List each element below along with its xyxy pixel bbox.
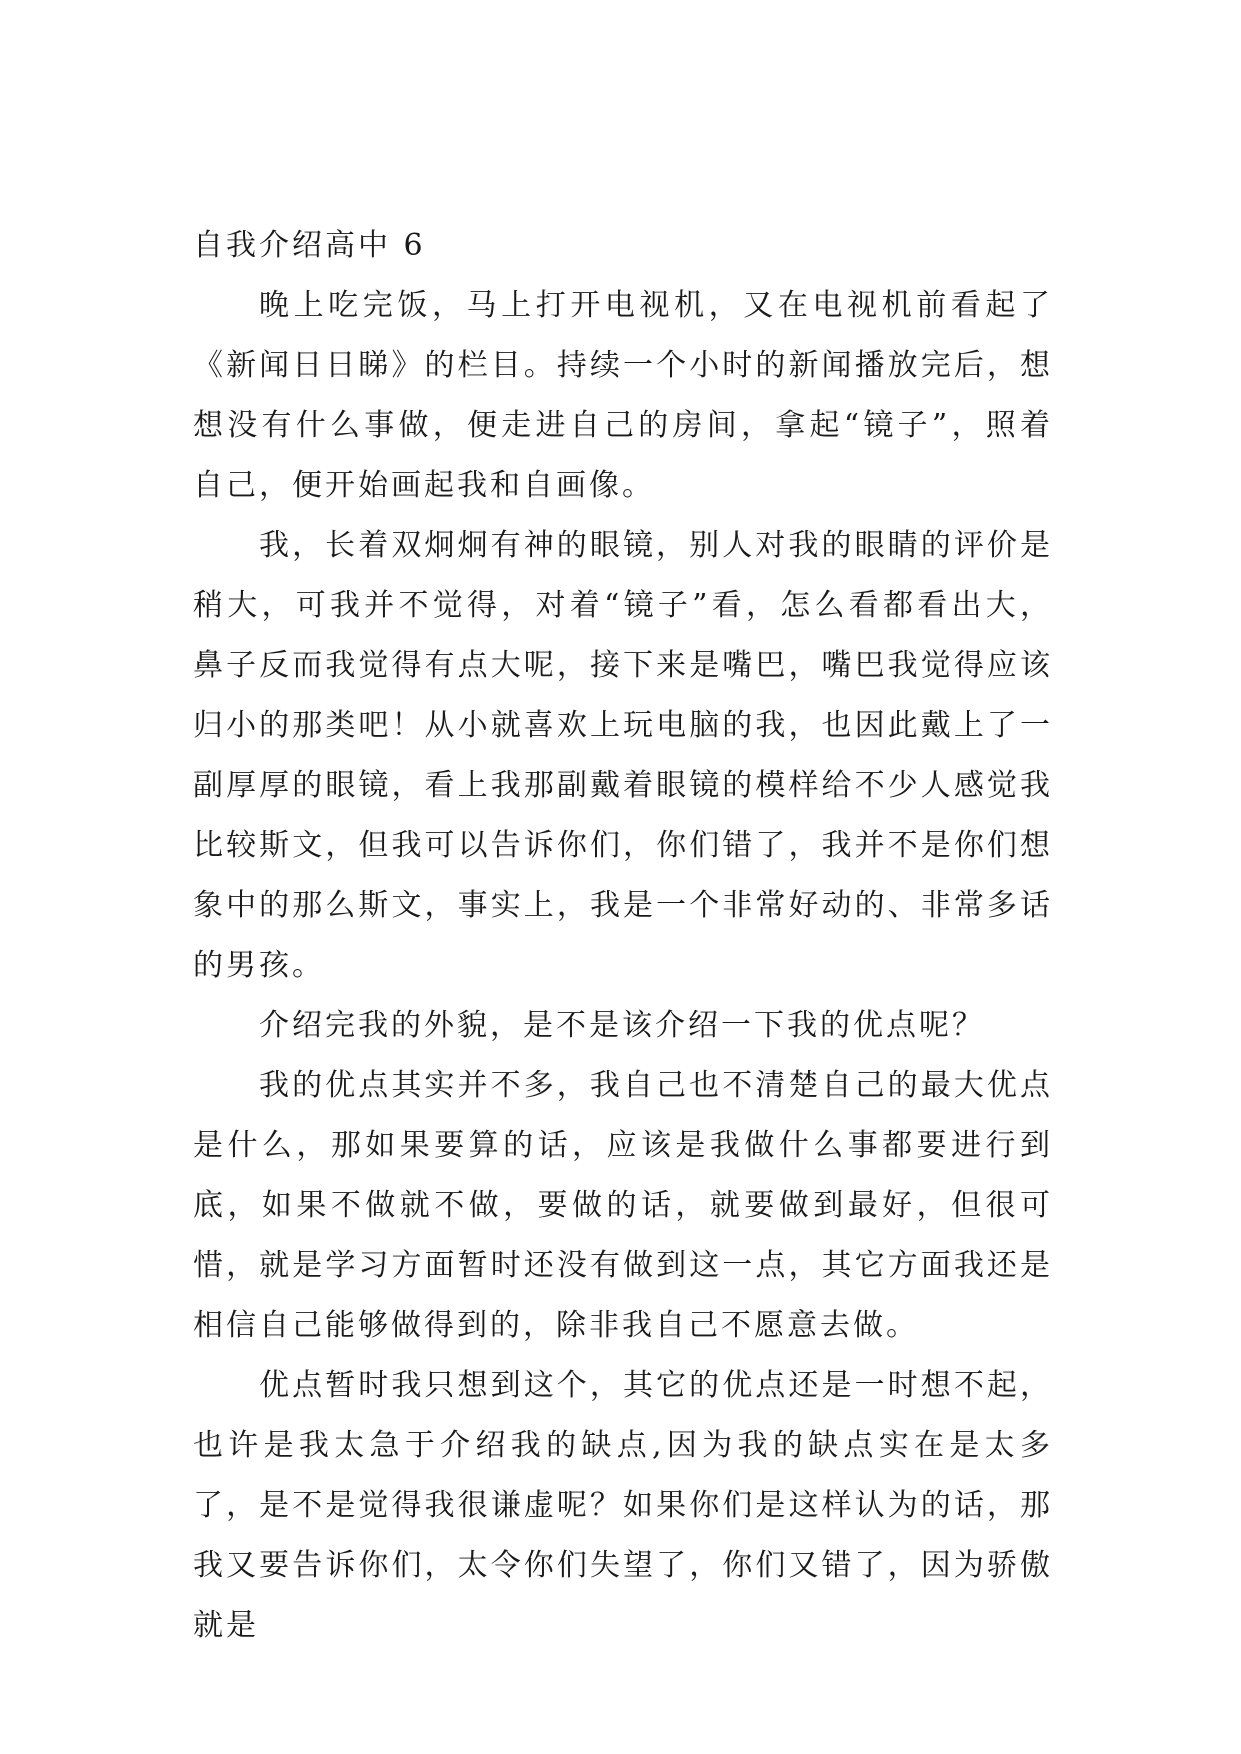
paragraph: 介绍完我的外貌，是不是该介绍一下我的优点呢？ [259, 1008, 985, 1043]
paragraph: 晚上吃完饭，马上打开电视机，又在电视机前看起了《新闻日日睇》的栏目。持续一个小时的新闻播放完后，想想没有什么事做，便走进自己的房间，拿起“镜子”，照着自己，便开始画起我和自画像。 [193, 288, 1053, 503]
paragraph: 我的优点其实并不多，我自己也不清楚自己的最大优点是什么，那如果要算的话，应该是我做什么事都要进行到底，如果不做就不做，要做的话，就要做到最好，但很可惜，就是学习方面暂时还没有做到这一点，其它方面我还是相信自己能够做得到的，除非我自己不愿意去做。 [193, 1068, 1053, 1343]
paragraph: 我，长着双炯炯有神的眼镜，别人对我的眼睛的评价是稍大，可我并不觉得，对着“镜子”看，怎么看都看出大，鼻子反而我觉得有点大呢，接下来是嘴巴，嘴巴我觉得应该归小的那类吧！从小就喜欢上玩电脑的我，也因此戴上了一副厚厚的眼镜，看上我那副戴着眼镜的模样给不少人感觉我比较斯文，但我可以告诉你们，你们错了，我并不是你们想象中的那么斯文，事实上，我是一个非常好动的、非常多话的男孩。 [193, 528, 1053, 983]
paragraph: 优点暂时我只想到这个，其它的优点还是一时想不起，也许是我太急于介绍我的缺点,因为我的缺点实在是太多了，是不是觉得我很谦虚呢？如果你们是这样认为的话，那我又要告诉你们，太令你们失望了，你们又错了，因为骄傲就是 [193, 1368, 1053, 1643]
document-body [193, 216, 1053, 1656]
document-title: 自我介绍高中 6 [193, 228, 426, 263]
